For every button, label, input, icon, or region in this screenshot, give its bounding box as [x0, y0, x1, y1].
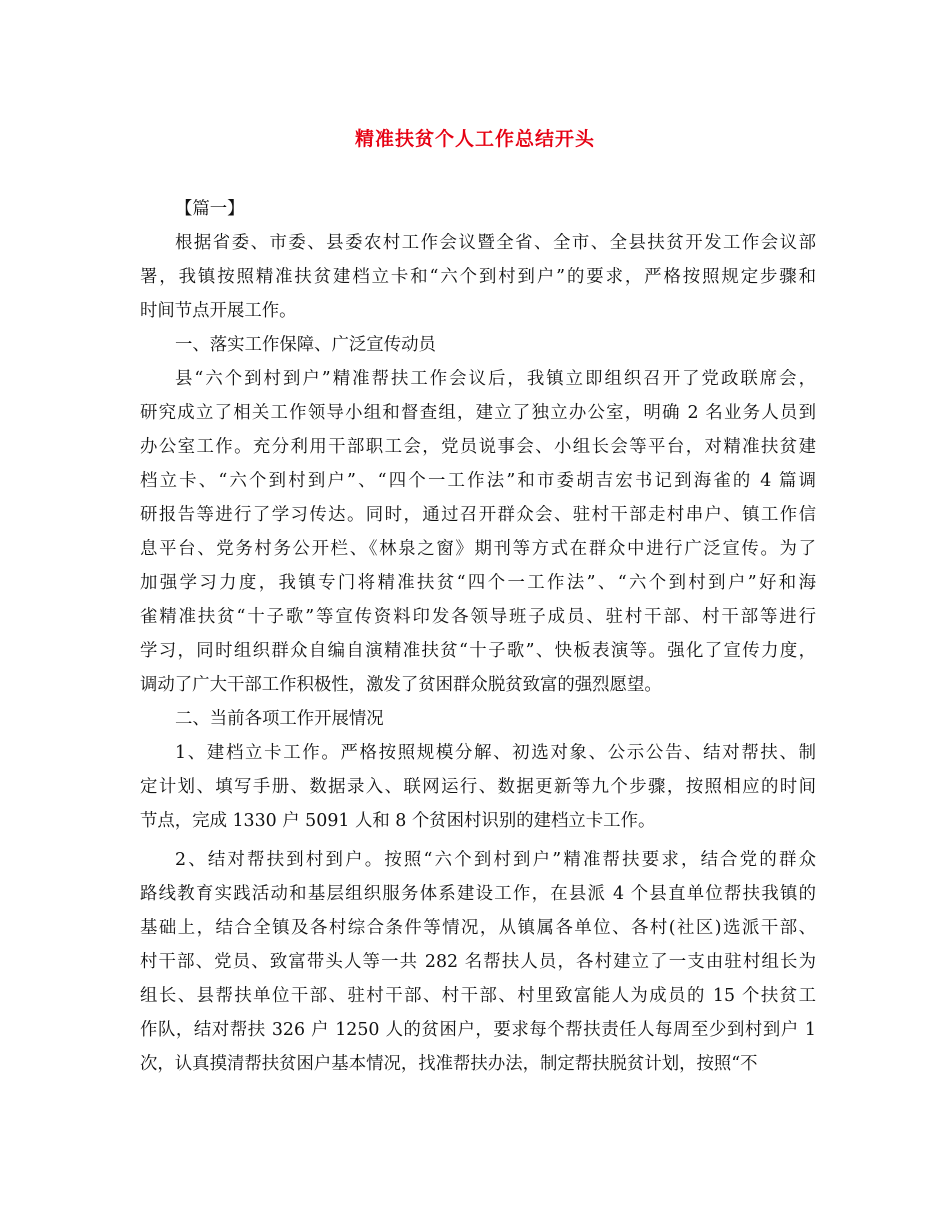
paragraph-line: 组长、县帮扶单位干部、驻村干部、村干部、村里致富能人为成员的 15 个扶贫工 — [140, 986, 816, 1006]
paragraph-line: 雀精准扶贫“十子歌”等宣传资料印发各领导班子成员、驻村干部、村干部等进行 — [140, 607, 816, 627]
paragraph-line: 次，认真摸清帮扶贫困户基本情况，找准帮扶办法，制定帮扶脱贫计划，按照“不 — [140, 1054, 758, 1074]
section-label: 【篇一】 — [175, 199, 245, 219]
paragraph — [140, 362, 816, 702]
paragraph-line: 学习，同时组织群众自编自演精准扶贫“十子歌”、快板表演等。强化了宣传力度， — [140, 641, 816, 661]
paragraph-line: 作队，结对帮扶 326 户 1250 人的贫困户，要求每个帮扶责任人每周至少到村到户 1 — [140, 1020, 816, 1040]
section-heading: 一、落实工作保障、广泛宣传动员 — [175, 335, 436, 355]
section-heading: 二、当前各项工作开展情况 — [175, 709, 384, 729]
document-body — [140, 192, 816, 1081]
paragraph-line: 节点，完成 1330 户 5091 人和 8 个贫困村识别的建档立卡工作。 — [140, 811, 656, 831]
paragraph-line: 1、建档立卡工作。严格按照规模分解、初选对象、公示公告、结对帮扶、制 — [175, 743, 816, 763]
paragraph-line: 路线教育实践活动和基层组织服务体系建设工作，在县派 4 个县直单位帮扶我镇的 — [140, 884, 816, 904]
paragraph-line: 调动了广大干部工作积极性，激发了贫困群众脱贫致富的强烈愿望。 — [140, 675, 662, 695]
paragraph-line: 研究成立了相关工作领导小组和督查组，建立了独立办公室，明确 2 名业务人员到 — [140, 403, 816, 423]
paragraph-line: 时间节点开展工作。 — [140, 301, 297, 321]
paragraph-line: 加强学习力度，我镇专门将精准扶贫“四个一工作法”、“六个到村到户”好和海 — [140, 573, 816, 593]
paragraph-line: 定计划、填写手册、数据录入、联网运行、数据更新等九个步骤，按照相应的时间 — [140, 777, 816, 797]
paragraph-line: 办公室工作。充分利用干部职工会，党员说事会、小组长会等平台，对精准扶贫建 — [140, 437, 816, 457]
paragraph — [140, 226, 816, 328]
paragraph-line: 县“六个到村到户”精准帮扶工作会议后，我镇立即组织召开了党政联席会， — [175, 369, 816, 389]
document-title: 精准扶贫个人工作总结开头 — [354, 128, 595, 150]
paragraph-line: 息平台、党务村务公开栏、《林泉之窗》期刊等方式在群众中进行广泛宣传。为了 — [140, 539, 816, 559]
paragraph-line: 基础上，结合全镇及各村综合条件等情况，从镇属各单位、各村(社区)选派干部、 — [140, 918, 816, 938]
paragraph — [140, 843, 816, 1081]
paragraph-line: 根据省委、市委、县委农村工作会议暨全省、全市、全县扶贫开发工作会议部 — [175, 233, 816, 253]
paragraph-line: 研报告等进行了学习传达。同时，通过召开群众会、驻村干部走村串户、镇工作信 — [140, 505, 816, 525]
paragraph-line: 档立卡、“六个到村到户”、“四个一工作法”和市委胡吉宏书记到海雀的 4 篇调 — [140, 471, 816, 491]
paragraph-line: 2、结对帮扶到村到户。按照“六个到村到户”精准帮扶要求，结合党的群众 — [175, 850, 816, 870]
paragraph — [140, 736, 816, 838]
paragraph-line: 署，我镇按照精准扶贫建档立卡和“六个到村到户”的要求，严格按照规定步骤和 — [140, 267, 816, 287]
paragraph-line: 村干部、党员、致富带头人等一共 282 名帮扶人员，各村建立了一支由驻村组长为 — [140, 952, 816, 972]
